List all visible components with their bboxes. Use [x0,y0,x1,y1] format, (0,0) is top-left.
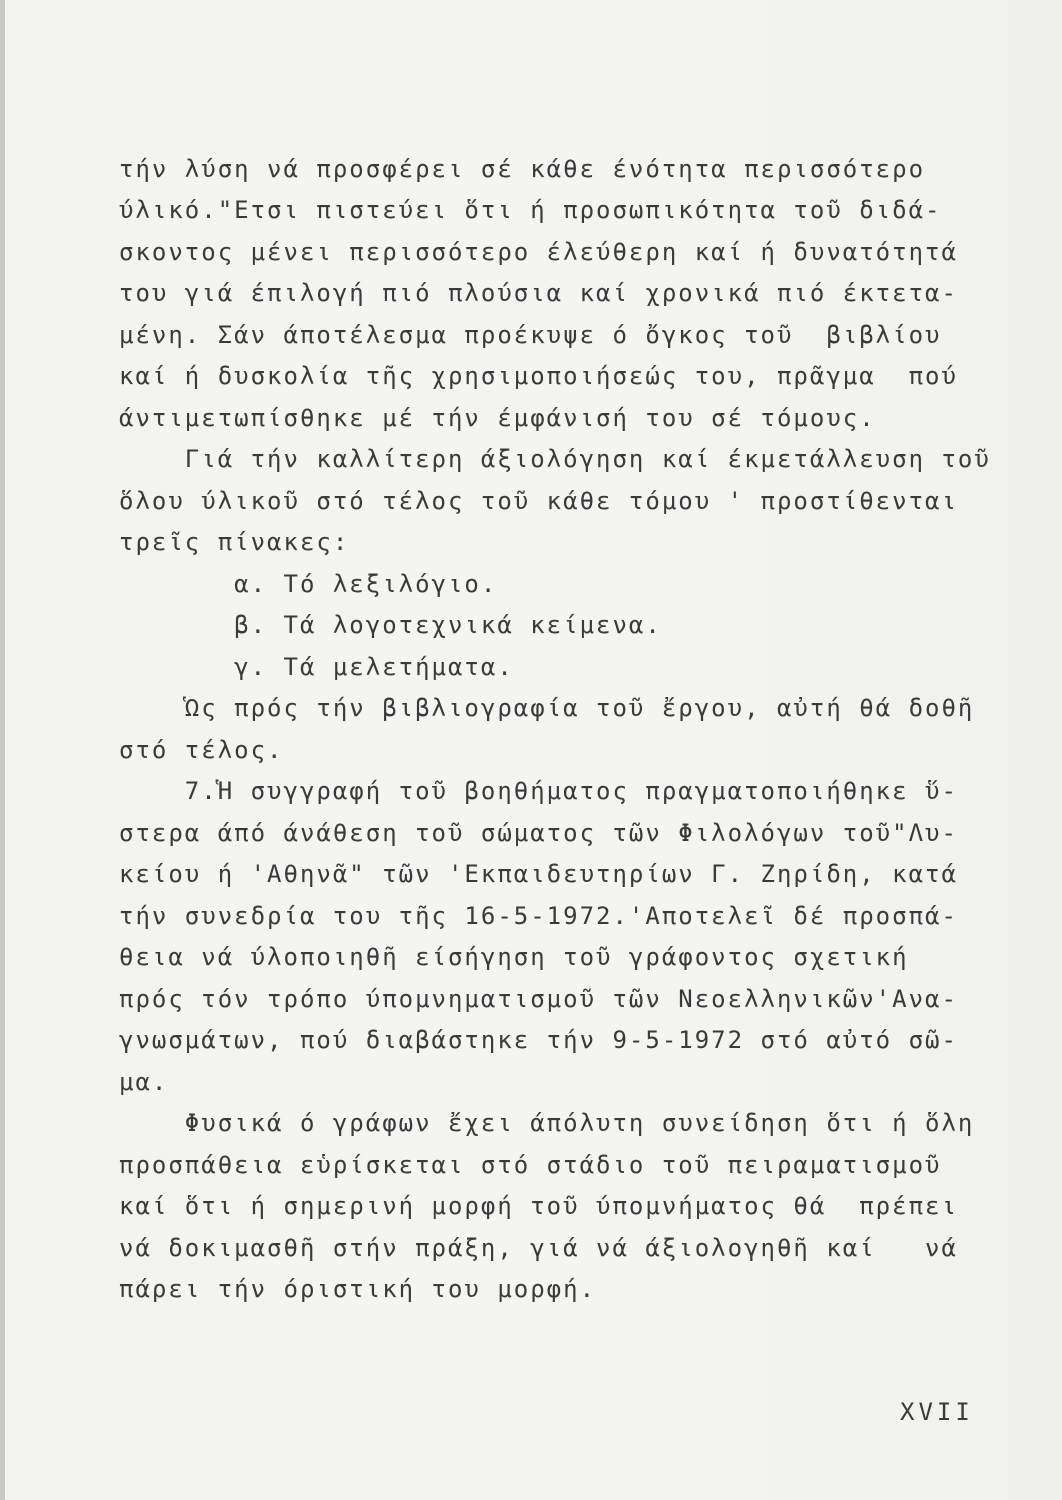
text-line-10: τρεῖς πίνακες: [119,528,350,556]
text-line-8: Γιά τήν καλλίτερη άξιολόγηση καί έκμετάλλευση τοῦ [119,445,991,473]
text-line-25: προσπάθεια εὑρίσκεται στό στάδιο τοῦ πειραματισμοῦ [119,1151,942,1179]
text-line-28: πάρει τήν όριστική του μορφή. [119,1275,597,1303]
text-line-15: στό τέλος. [119,736,284,764]
text-line-21: πρός τόν τρόπο ύπομνηματισμοῦ τῶν Νεοελληνικῶν'Ανα- [119,985,958,1013]
binding-edge [0,0,5,1500]
text-line-27: νά δοκιμασθῆ στήν πράξη, γιά νά άξιολογηθῆ καί νά [119,1234,958,1262]
text-line-24: Φυσικά ό γράφων ἔχει άπόλυτη συνείδηση ὅτι ή ὅλη [119,1109,975,1137]
text-line-12: β. Τά λογοτεχνικά κείμενα. [119,611,662,639]
text-line-13: γ. Τά μελετήματα. [119,653,514,681]
text-line-22: γνωσμάτων, πού διαβάστηκε τήν 9-5-1972 στό αὐτό σῶ- [119,1026,958,1054]
text-line-26: καί ὅτι ή σημερινή μορφή τοῦ ύπομνήματος θά πρέπει [119,1192,958,1220]
text-line-23: μα. [119,1068,169,1096]
text-line-11: α. Τό λεξιλόγιο. [119,570,498,598]
text-line-14: Ὡς πρός τήν βιβλιογραφία τοῦ ἔργου, αὐτή θά δοθῆ [119,694,975,722]
text-line-7: άντιμετωπίσθηκε μέ τήν έμφάνισή του σέ τόμους. [119,404,876,432]
page-number: XVII [900,1398,974,1426]
text-line-9: ὅλου ύλικοῦ στό τέλος τοῦ κάθε τόμου ' προστίθενται [119,487,958,515]
text-line-16: 7.Ἡ συγγραφή τοῦ βοηθήματος πραγματοποιήθηκε ὕ- [119,777,958,805]
text-line-20: θεια νά ύλοποιηθῆ είσήγηση τοῦ γράφοντος σχετική [119,943,909,971]
text-line-2: ύλικό."Ετσι πιστεύει ὅτι ή προσωπικότητα τοῦ διδά- [119,196,942,224]
text-line-6: καί ή δυσκολία τῆς χρησιμοποιήσεώς του, πρᾶγμα πού [119,362,958,390]
text-line-5: μένη. Σάν άποτέλεσμα προέκυψε ό ὄγκος τοῦ βιβλίου [119,321,942,349]
text-line-4: του γιά έπιλογή πιό πλούσια καί χρονικά πιό έκτετα- [119,279,958,307]
text-line-18: κείου ή 'Αθηνᾶ" τῶν 'Εκπαιδευτηρίων Γ. Ζηρίδη, κατά [119,860,958,888]
text-line-17: στερα άπό άνάθεση τοῦ σώματος τῶν Φιλολόγων τοῦ"Λυ- [119,819,958,847]
text-line-1: τήν λύση νά προσφέρει σέ κάθε ένότητα περισσότερο [119,155,926,183]
text-line-19: τήν συνεδρία του τῆς 16-5-1972.'Αποτελεῖ δέ προσπά- [119,902,958,930]
text-line-3: σκοντος μένει περισσότερο έλεύθερη καί ή δυνατότητά [119,238,958,266]
